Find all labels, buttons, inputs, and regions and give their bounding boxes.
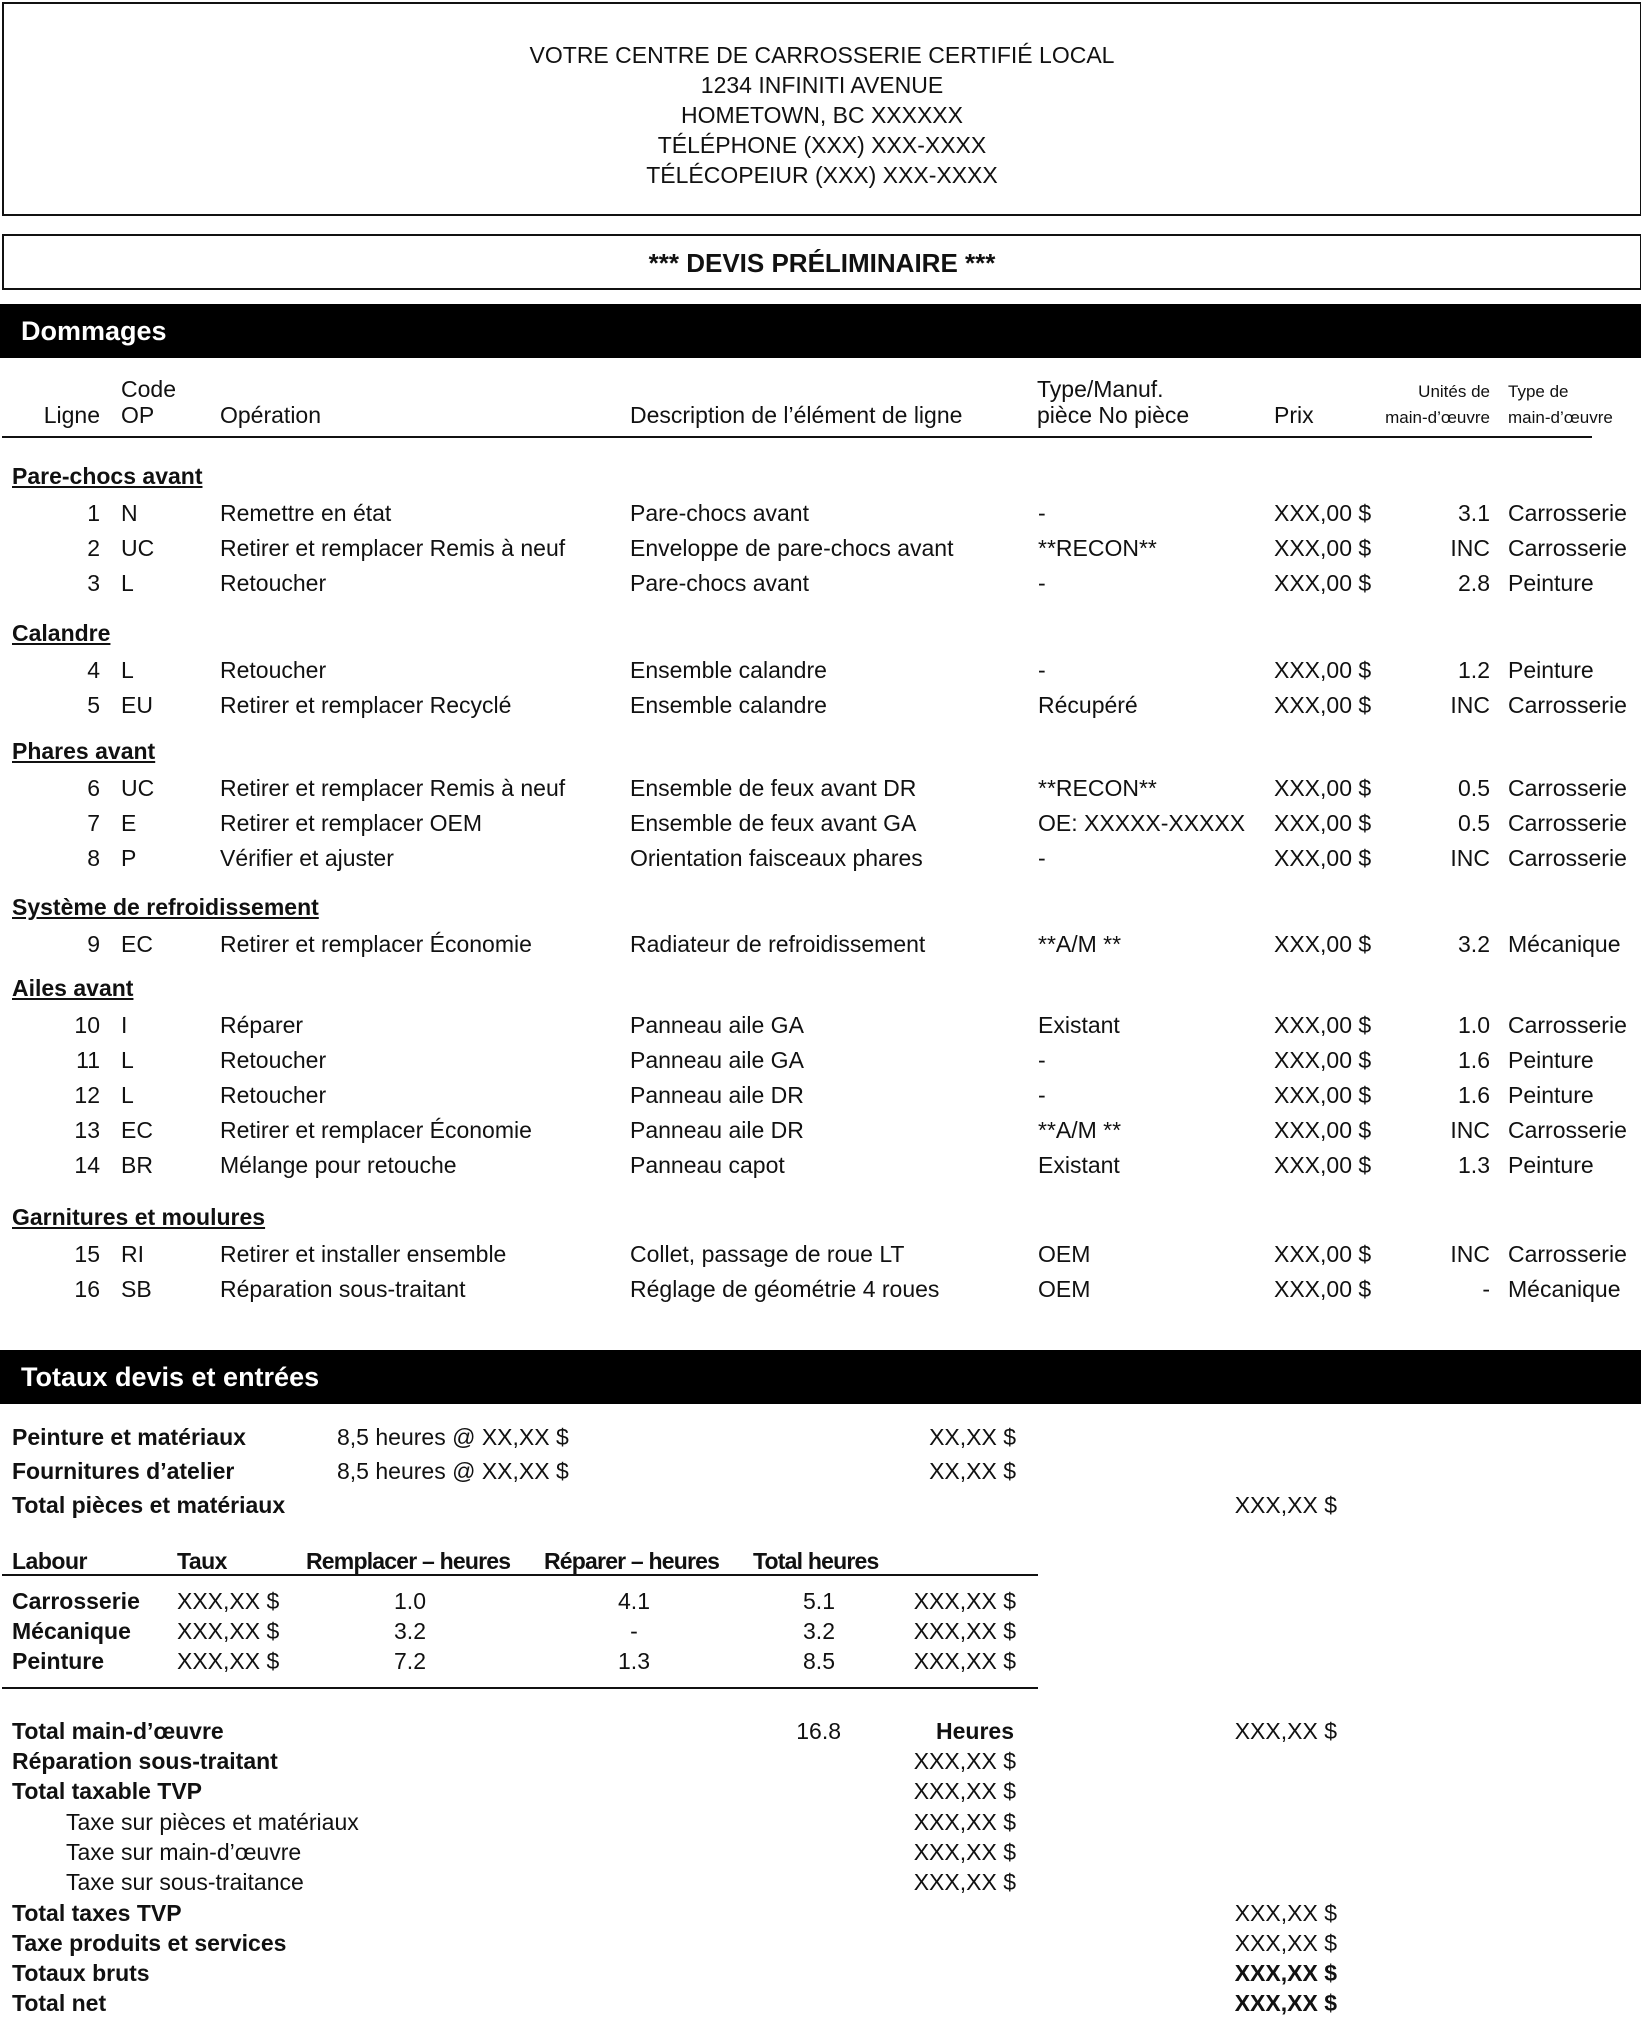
cell-line-number: 5 <box>87 692 100 718</box>
damages-section-bar <box>0 304 1641 358</box>
labour-col-repair: Réparer – heures <box>544 1548 720 1574</box>
cell-price: XXX,00 $ <box>1274 1117 1372 1143</box>
col-header-opcode-bottom: OP <box>121 402 155 428</box>
cell-price: XXX,00 $ <box>1274 1276 1372 1302</box>
cell-part: - <box>1038 1082 1046 1108</box>
summary-label: Taxe produits et services <box>12 1929 287 1956</box>
cell-line-number: 1 <box>87 500 100 526</box>
cell-description: Ensemble calandre <box>630 657 827 683</box>
cell-description: Panneau aile GA <box>630 1047 804 1073</box>
cell-price: XXX,00 $ <box>1274 845 1372 871</box>
col-header-operation: Opération <box>220 402 322 428</box>
cell-line-number: 8 <box>87 845 100 871</box>
summary-label: Total taxes TVP <box>12 1899 182 1926</box>
col-header-parttype-bottom: pièce No pièce <box>1037 402 1190 428</box>
cell-op-code: EC <box>121 931 153 957</box>
cell-line-number: 4 <box>87 657 100 683</box>
cell-op-code: EU <box>121 692 153 718</box>
cell-op-code: L <box>121 570 134 596</box>
section-title: Système de refroidissement <box>12 894 319 920</box>
summary-amount: XXX,XX $ <box>913 1748 1016 1774</box>
cell-price: XXX,00 $ <box>1274 775 1372 801</box>
cell-labor-type: Carrosserie <box>1508 500 1627 526</box>
cell-operation: Retoucher <box>220 1082 327 1108</box>
cell-op-code: P <box>121 845 137 871</box>
col-header-parttype-top: Type/Manuf. <box>1037 376 1164 402</box>
cell-line-number: 6 <box>87 775 100 801</box>
estimate-title-box <box>2 234 1641 290</box>
cell-labor-type: Mécanique <box>1508 931 1621 957</box>
cell-part: Existant <box>1038 1012 1120 1038</box>
section-title: Phares avant <box>12 738 156 764</box>
summary-amount: XXX,XX $ <box>913 1808 1016 1835</box>
cell-operation: Réparer <box>220 1012 304 1038</box>
cell-operation: Retoucher <box>220 570 327 596</box>
materials-label: Peinture et matériaux <box>12 1424 246 1450</box>
cell-part: - <box>1038 845 1046 871</box>
summary-amount: XXX,XX $ <box>913 1838 1016 1865</box>
col-header-description: Description de l’élément de ligne <box>630 402 963 428</box>
cell-price: XXX,00 $ <box>1274 692 1372 718</box>
summary-total: XXX,XX $ <box>1234 1899 1337 1926</box>
cell-labor-units: INC <box>1450 1117 1490 1143</box>
labour-col-replace: Remplacer – heures <box>306 1548 511 1574</box>
materials-detail: 8,5 heures @ XX,XX $ <box>337 1458 569 1484</box>
materials-label: Fournitures d’atelier <box>12 1458 235 1484</box>
cell-labor-type: Carrosserie <box>1508 1117 1627 1143</box>
cell-labor-type: Peinture <box>1508 1152 1594 1178</box>
cell-labor-units: INC <box>1450 845 1490 871</box>
cell-description: Panneau aile GA <box>630 1012 804 1038</box>
cell-description: Réglage de géométrie 4 roues <box>630 1276 940 1302</box>
damages-bar-title: Dommages <box>21 316 167 346</box>
cell-operation: Retirer et remplacer Recyclé <box>220 692 512 718</box>
cell-line-number: 10 <box>74 1012 100 1038</box>
labour-rate: XXX,XX $ <box>177 1648 280 1674</box>
shop-address: 1234 INFINITI AVENUE <box>700 72 944 98</box>
cell-part: OEM <box>1038 1241 1091 1267</box>
shop-city: HOMETOWN, BC XXXXXX <box>680 102 963 128</box>
cell-operation: Retirer et remplacer Remis à neuf <box>220 775 566 801</box>
cell-part: - <box>1038 500 1046 526</box>
cell-operation: Retoucher <box>220 1047 327 1073</box>
cell-labor-type: Peinture <box>1508 1047 1594 1073</box>
labour-type: Carrosserie <box>12 1588 140 1614</box>
cell-op-code: RI <box>121 1241 144 1267</box>
cell-line-number: 9 <box>87 931 100 957</box>
cell-op-code: UC <box>121 775 155 801</box>
summary-amount: XXX,XX $ <box>913 1869 1016 1896</box>
cell-op-code: UC <box>121 535 155 561</box>
cell-labor-type: Carrosserie <box>1508 1241 1627 1267</box>
cell-labor-units: 1.2 <box>1458 657 1490 683</box>
labour-total-hours: 8.5 <box>803 1648 835 1674</box>
labour-footer-rule <box>2 1687 1038 1689</box>
cell-part: **RECON** <box>1038 775 1157 801</box>
cell-operation: Retirer et remplacer Économie <box>220 931 532 957</box>
summary-label: Taxe sur main-d’œuvre <box>66 1838 302 1865</box>
summary-label: Réparation sous-traitant <box>12 1748 278 1774</box>
cell-price: XXX,00 $ <box>1274 1152 1372 1178</box>
summary-label: Total net <box>12 1990 107 2017</box>
cell-line-number: 11 <box>76 1047 100 1073</box>
cell-price: XXX,00 $ <box>1274 931 1372 957</box>
col-header-units-top: Unités de <box>1418 382 1490 401</box>
cell-price: XXX,00 $ <box>1274 1047 1372 1073</box>
labour-total-hours: 3.2 <box>803 1618 835 1644</box>
cell-price: XXX,00 $ <box>1274 810 1372 836</box>
col-header-opcode-top: Code <box>121 376 176 402</box>
summary-label: Total taxable TVP <box>12 1778 203 1805</box>
cell-labor-type: Carrosserie <box>1508 845 1627 871</box>
materials-detail: 8,5 heures @ XX,XX $ <box>337 1424 569 1450</box>
shop-phone: TÉLÉPHONE (XXX) XXX-XXXX <box>657 132 987 158</box>
cell-description: Ensemble calandre <box>630 692 827 718</box>
col-header-labortype-top: Type de <box>1508 382 1569 401</box>
cell-op-code: I <box>121 1012 128 1038</box>
cell-labor-units: 1.3 <box>1458 1152 1490 1178</box>
cell-price: XXX,00 $ <box>1274 1012 1372 1038</box>
labour-total-hours: 5.1 <box>803 1588 835 1614</box>
cell-labor-units: INC <box>1450 692 1490 718</box>
materials-total: XXX,XX $ <box>1234 1492 1337 1518</box>
cell-operation: Retirer et installer ensemble <box>220 1241 507 1267</box>
cell-description: Pare-chocs avant <box>630 570 809 596</box>
cell-labor-units: INC <box>1450 535 1490 561</box>
cell-labor-units: 3.1 <box>1458 500 1490 526</box>
cell-part: - <box>1038 1047 1046 1073</box>
labour-type: Mécanique <box>12 1618 131 1644</box>
labour-rate: XXX,XX $ <box>177 1588 280 1614</box>
cell-description: Orientation faisceaux phares <box>630 845 923 871</box>
cell-line-number: 13 <box>74 1117 100 1143</box>
labour-amount: XXX,XX $ <box>913 1618 1016 1644</box>
cell-operation: Vérifier et ajuster <box>220 845 394 871</box>
materials-amount: XX,XX $ <box>929 1458 1016 1484</box>
labour-type: Peinture <box>12 1648 105 1674</box>
cell-labor-units: 0.5 <box>1458 775 1490 801</box>
cell-labor-units: 1.0 <box>1458 1012 1490 1038</box>
cell-part: **RECON** <box>1038 535 1157 561</box>
cell-part: - <box>1038 657 1046 683</box>
section-title: Ailes avant <box>12 975 134 1001</box>
cell-price: XXX,00 $ <box>1274 1241 1372 1267</box>
labour-total-hours-value: 16.8 <box>796 1718 841 1744</box>
section-title: Garnitures et moulures <box>12 1204 266 1230</box>
cell-line-number: 7 <box>87 810 100 836</box>
cell-price: XXX,00 $ <box>1274 570 1372 596</box>
shop-header-box <box>2 2 1641 216</box>
totals-bar-title: Totaux devis et entrées <box>21 1362 320 1392</box>
cell-part: Récupéré <box>1038 692 1138 718</box>
cell-operation: Retirer et remplacer OEM <box>220 810 483 836</box>
labour-total-label: Total main-d’œuvre <box>12 1718 224 1744</box>
cell-labor-units: 3.2 <box>1458 931 1490 957</box>
cell-operation: Retoucher <box>220 657 327 683</box>
damages-header-rule <box>2 436 1592 438</box>
cell-line-number: 15 <box>74 1241 100 1267</box>
cell-operation: Mélange pour retouche <box>220 1152 457 1178</box>
labour-col-labour: Labour <box>12 1548 87 1574</box>
summary-label: Taxe sur pièces et matériaux <box>66 1808 359 1835</box>
cell-labor-type: Peinture <box>1508 570 1594 596</box>
cell-labor-type: Carrosserie <box>1508 1012 1627 1038</box>
cell-price: XXX,00 $ <box>1274 657 1372 683</box>
cell-line-number: 14 <box>74 1152 100 1178</box>
materials-label: Total pièces et matériaux <box>12 1492 286 1518</box>
cell-part: - <box>1038 570 1046 596</box>
cell-labor-units: 1.6 <box>1458 1047 1490 1073</box>
cell-labor-type: Carrosserie <box>1508 810 1627 836</box>
cell-line-number: 3 <box>87 570 100 596</box>
labour-col-total: Total heures <box>753 1548 879 1574</box>
cell-labor-type: Carrosserie <box>1508 692 1627 718</box>
cell-description: Enveloppe de pare-chocs avant <box>630 535 954 561</box>
cell-part: **A/M ** <box>1038 931 1122 957</box>
col-header-line: Ligne <box>43 402 100 428</box>
cell-part: OE: XXXXX-XXXXX <box>1038 810 1246 836</box>
labour-total-amount: XXX,XX $ <box>1234 1718 1337 1744</box>
cell-operation: Réparation sous-traitant <box>220 1276 466 1302</box>
cell-operation: Retirer et remplacer Remis à neuf <box>220 535 566 561</box>
cell-labor-type: Peinture <box>1508 657 1594 683</box>
cell-labor-units: 1.6 <box>1458 1082 1490 1108</box>
cell-price: XXX,00 $ <box>1274 535 1372 561</box>
cell-op-code: N <box>121 500 138 526</box>
labour-amount: XXX,XX $ <box>913 1648 1016 1674</box>
cell-line-number: 16 <box>74 1276 100 1302</box>
labour-rate: XXX,XX $ <box>177 1618 280 1644</box>
cell-operation: Remettre en état <box>220 500 392 526</box>
labour-header-rule <box>2 1574 1038 1576</box>
cell-price: XXX,00 $ <box>1274 1082 1372 1108</box>
cell-op-code: L <box>121 1047 134 1073</box>
cell-part: **A/M ** <box>1038 1117 1122 1143</box>
cell-labor-type: Mécanique <box>1508 1276 1621 1302</box>
summary-total: XXX,XX $ <box>1234 1990 1337 2017</box>
cell-description: Ensemble de feux avant DR <box>630 775 917 801</box>
cell-operation: Retirer et remplacer Économie <box>220 1117 532 1143</box>
cell-line-number: 2 <box>87 535 100 561</box>
shop-fax: TÉLÉCOPEIUR (XXX) XXX-XXXX <box>646 162 998 188</box>
cell-labor-units: - <box>1482 1276 1490 1302</box>
cell-part: Existant <box>1038 1152 1120 1178</box>
cell-part: OEM <box>1038 1276 1091 1302</box>
summary-total: XXX,XX $ <box>1234 1929 1337 1956</box>
cell-op-code: L <box>121 1082 134 1108</box>
cell-price: XXX,00 $ <box>1274 500 1372 526</box>
totals-section-bar <box>0 1350 1641 1404</box>
col-header-labortype-bottom: main-d’œuvre <box>1508 408 1613 427</box>
cell-labor-type: Peinture <box>1508 1082 1594 1108</box>
hours-label: Heures <box>936 1718 1014 1744</box>
labour-amount: XXX,XX $ <box>913 1588 1016 1614</box>
cell-description: Pare-chocs avant <box>630 500 809 526</box>
materials-amount: XX,XX $ <box>929 1424 1016 1450</box>
labour-col-rate: Taux <box>177 1548 227 1574</box>
cell-description: Collet, passage de roue LT <box>630 1241 905 1267</box>
cell-line-number: 12 <box>74 1082 100 1108</box>
shop-name: VOTRE CENTRE DE CARROSSERIE CERTIFIÉ LOCAL <box>529 42 1115 68</box>
cell-op-code: E <box>121 810 137 836</box>
cell-description: Panneau aile DR <box>630 1082 804 1108</box>
cell-labor-type: Carrosserie <box>1508 535 1627 561</box>
cell-description: Panneau capot <box>630 1152 785 1178</box>
cell-description: Radiateur de refroidissement <box>630 931 926 957</box>
cell-op-code: BR <box>121 1152 153 1178</box>
summary-total: XXX,XX $ <box>1234 1960 1337 1987</box>
cell-labor-units: 2.8 <box>1458 570 1490 596</box>
summary-label: Taxe sur sous-traitance <box>66 1869 304 1896</box>
cell-labor-units: INC <box>1450 1241 1490 1267</box>
estimate-title: *** DEVIS PRÉLIMINAIRE *** <box>648 248 996 278</box>
cell-description: Ensemble de feux avant GA <box>630 810 917 836</box>
col-header-price: Prix <box>1274 402 1314 428</box>
section-title: Calandre <box>12 620 111 646</box>
summary-amount: XXX,XX $ <box>913 1778 1016 1805</box>
cell-description: Panneau aile DR <box>630 1117 804 1143</box>
cell-op-code: EC <box>121 1117 153 1143</box>
cell-labor-type: Carrosserie <box>1508 775 1627 801</box>
summary-label: Totaux bruts <box>12 1960 150 1987</box>
cell-op-code: L <box>121 657 134 683</box>
cell-op-code: SB <box>121 1276 152 1302</box>
col-header-units-bottom: main-d’œuvre <box>1385 408 1490 427</box>
section-title: Pare-chocs avant <box>12 463 203 489</box>
cell-labor-units: 0.5 <box>1458 810 1490 836</box>
